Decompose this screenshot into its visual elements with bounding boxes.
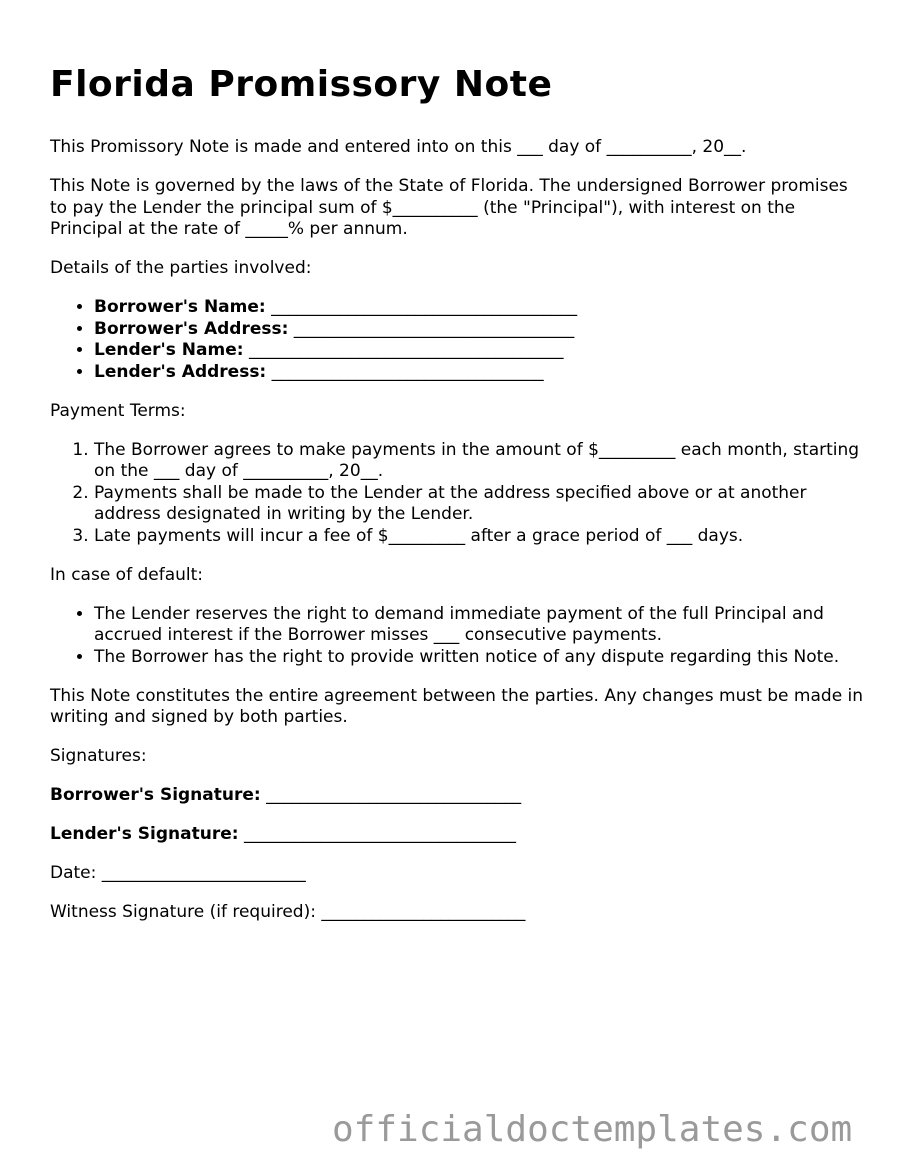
signatures-heading: Signatures: xyxy=(50,746,147,766)
witness-signature-line: Witness Signature (if required): ________________________ xyxy=(50,902,526,922)
borrower-signature-blank: ______________________________ xyxy=(266,785,522,805)
parties-heading: Details of the parties involved: xyxy=(50,258,312,278)
list-item xyxy=(94,319,870,341)
list-item: 2. Payments shall be made to the Lender at the address specified above or at another address designated in writing by the Lender. xyxy=(94,483,870,526)
lender-signature-line xyxy=(50,824,870,846)
payment-terms-list xyxy=(50,440,870,548)
list-item xyxy=(94,297,870,319)
lender-signature-label: Lender's Signature: xyxy=(50,824,239,844)
borrower-address-label: Borrower's Address: xyxy=(94,318,289,339)
list-item xyxy=(94,362,870,384)
parties-list xyxy=(50,297,870,383)
payment-terms-heading: Payment Terms: xyxy=(50,400,186,421)
lender-name-blank: _____________________________________ xyxy=(248,340,564,360)
borrower-name-label: Borrower's Name: xyxy=(94,297,266,317)
list-item: 3. Late payments will incur a fee of $_________ after a grace period of ___ days. xyxy=(94,526,870,548)
lender-address-label: Lender's Address: xyxy=(94,361,267,382)
watermark: officialdoctemplates.com xyxy=(332,1109,853,1150)
borrower-address-blank: _________________________________ xyxy=(293,318,575,339)
entire-agreement-paragraph: This Note constitutes the entire agreement between the parties. Any changes must be made in writing and signed by both parties. xyxy=(50,685,864,727)
lender-address-blank: ________________________________ xyxy=(271,361,544,382)
document-title: Florida Promissory Note xyxy=(50,64,553,105)
date-line: Date: ________________________ xyxy=(50,863,306,883)
list-item xyxy=(94,340,870,362)
lender-name-label: Lender's Name: xyxy=(94,340,244,360)
list-item: • The Borrower has the right to provide written notice of any dispute regarding this Note. xyxy=(94,647,870,669)
default-heading: In case of default: xyxy=(50,564,204,585)
borrower-name-blank: ____________________________________ xyxy=(271,297,578,317)
list-item: 1. The Borrower agrees to make payments in the amount of $_________ each month, starting on the ___ day of __________, 20__. xyxy=(94,440,870,483)
lender-signature-blank: ________________________________ xyxy=(243,824,516,844)
list-item: • The Lender reserves the right to demand immediate payment of the full Principal and accrued interest if the Borrower misses ___ consecutive payments. xyxy=(94,604,870,647)
governing-law-paragraph: This Note is governed by the laws of the State of Florida. The undersigned Borrower promises to pay the Lender the principal sum of $__________ (the "Principal"), with interest on the Principal at the rate of _____% per annum. xyxy=(50,176,848,239)
default-terms-list xyxy=(50,604,870,669)
intro-paragraph: This Promissory Note is made and entered into on this ___ day of __________, 20__. xyxy=(50,137,747,157)
document-page xyxy=(50,60,870,941)
borrower-signature-line xyxy=(50,785,870,807)
borrower-signature-label: Borrower's Signature: xyxy=(50,785,261,805)
